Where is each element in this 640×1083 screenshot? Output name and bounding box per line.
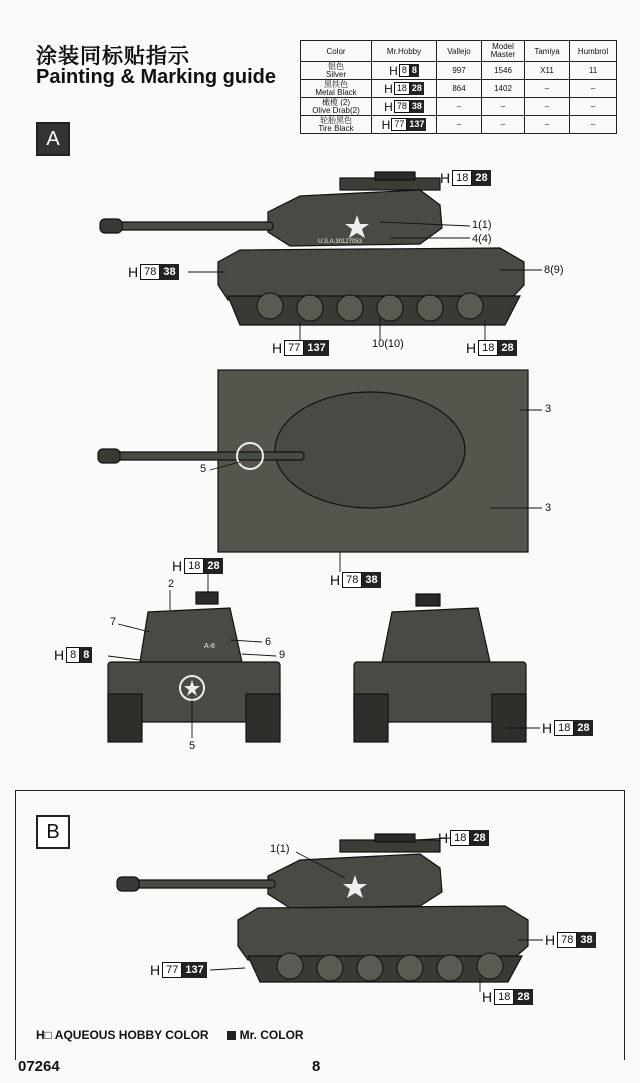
header-modelmaster: Model Master: [482, 41, 525, 62]
vallejo-code: –: [437, 116, 482, 134]
kit-number: 07264: [18, 1058, 60, 1075]
paint-label-b-hull: H 78 38: [545, 932, 596, 948]
modelmaster-code: 1546: [482, 62, 525, 80]
color-name: 轮胎黑色 Tire Black: [301, 116, 372, 134]
mr-color-square-icon: [227, 1031, 236, 1040]
paint-label-a-front-mg: H 18 28: [172, 558, 223, 574]
color-name: 银色 Silver: [301, 62, 372, 80]
decal-callout: 2: [168, 578, 175, 590]
decal-callout: 6: [265, 636, 272, 648]
paint-label-a-top: H 78 38: [330, 572, 381, 588]
decal-callout: 3: [545, 403, 552, 415]
header-tamiya: Tamiya: [525, 41, 570, 62]
decal-callout: 1(1): [472, 219, 492, 231]
decal-callout: 9: [279, 649, 286, 661]
tank-a-front-view: [108, 592, 280, 742]
paint-label-a-rear-track: H 18 28: [542, 720, 593, 736]
title-chinese: 涂装同标贴指示: [36, 45, 190, 68]
humbrol-code: –: [570, 116, 617, 134]
humbrol-code: –: [570, 98, 617, 116]
mr-color-legend: Mr. COLOR: [239, 1028, 304, 1042]
header-vallejo: Vallejo: [437, 41, 482, 62]
decal-callout: 5: [200, 463, 207, 475]
decal-callout: 10(10): [372, 338, 404, 350]
header-humbrol: Humbrol: [570, 41, 617, 62]
color-legend: [36, 1028, 304, 1042]
serial-marking: U.S.A.30127053: [318, 239, 363, 245]
decal-callout: 3: [545, 502, 552, 514]
modelmaster-code: –: [482, 116, 525, 134]
humbrol-code: 11: [570, 62, 617, 80]
tank-a-top-view: [98, 370, 528, 552]
tamiya-code: X11: [525, 62, 570, 80]
decal-callout: 7: [110, 616, 117, 628]
mrhobby-code: H 18 28: [372, 80, 437, 98]
page-number: 8: [312, 1058, 321, 1075]
modelmaster-code: –: [482, 98, 525, 116]
mrhobby-code: H 77 137: [372, 116, 437, 134]
vallejo-code: 864: [437, 80, 482, 98]
tank-a-rear-view: [354, 594, 526, 742]
paint-label-a-hull: H 78 38: [128, 264, 179, 280]
title-english: Painting & Marking guide: [36, 66, 277, 88]
paint-label-b-turret-mg: H 18 28: [438, 830, 489, 846]
tamiya-code: –: [525, 98, 570, 116]
decal-callout: 4(4): [472, 233, 492, 245]
modelmaster-code: 1402: [482, 80, 525, 98]
vallejo-code: –: [437, 98, 482, 116]
paint-label-b-tracks: H 77 137: [150, 962, 207, 978]
paint-label-a-tracks: H 77 137: [272, 340, 329, 356]
tamiya-code: –: [525, 80, 570, 98]
decal-callout: 5: [189, 740, 196, 752]
section-b-marker: B: [36, 815, 70, 849]
vallejo-code: 997: [437, 62, 482, 80]
mrhobby-code: H 8 8: [372, 62, 437, 80]
header-color: Color: [301, 41, 372, 62]
color-name: 橄榄 (2) Olive Drab(2): [301, 98, 372, 116]
humbrol-code: –: [570, 80, 617, 98]
color-name: 黑铁色 Metal Black: [301, 80, 372, 98]
paint-label-b-rear-wheel: H 18 28: [482, 989, 533, 1005]
paint-label-a-turret-mg: H 18 28: [440, 170, 491, 186]
paint-label-a-rear-wheel: H 18 28: [466, 340, 517, 356]
mrhobby-code: H 78 38: [372, 98, 437, 116]
section-a-marker: A: [36, 122, 70, 156]
header-mrhobby: Mr.Hobby: [372, 41, 437, 62]
decal-callout: 1(1): [270, 843, 290, 855]
paint-label-a-front-silver: H 8 8: [54, 647, 92, 663]
front-code-marking: A-8: [204, 643, 215, 650]
decal-callout: 8(9): [544, 264, 564, 276]
tamiya-code: –: [525, 116, 570, 134]
aqueous-legend: H□ AQUEOUS HOBBY COLOR: [36, 1028, 209, 1042]
